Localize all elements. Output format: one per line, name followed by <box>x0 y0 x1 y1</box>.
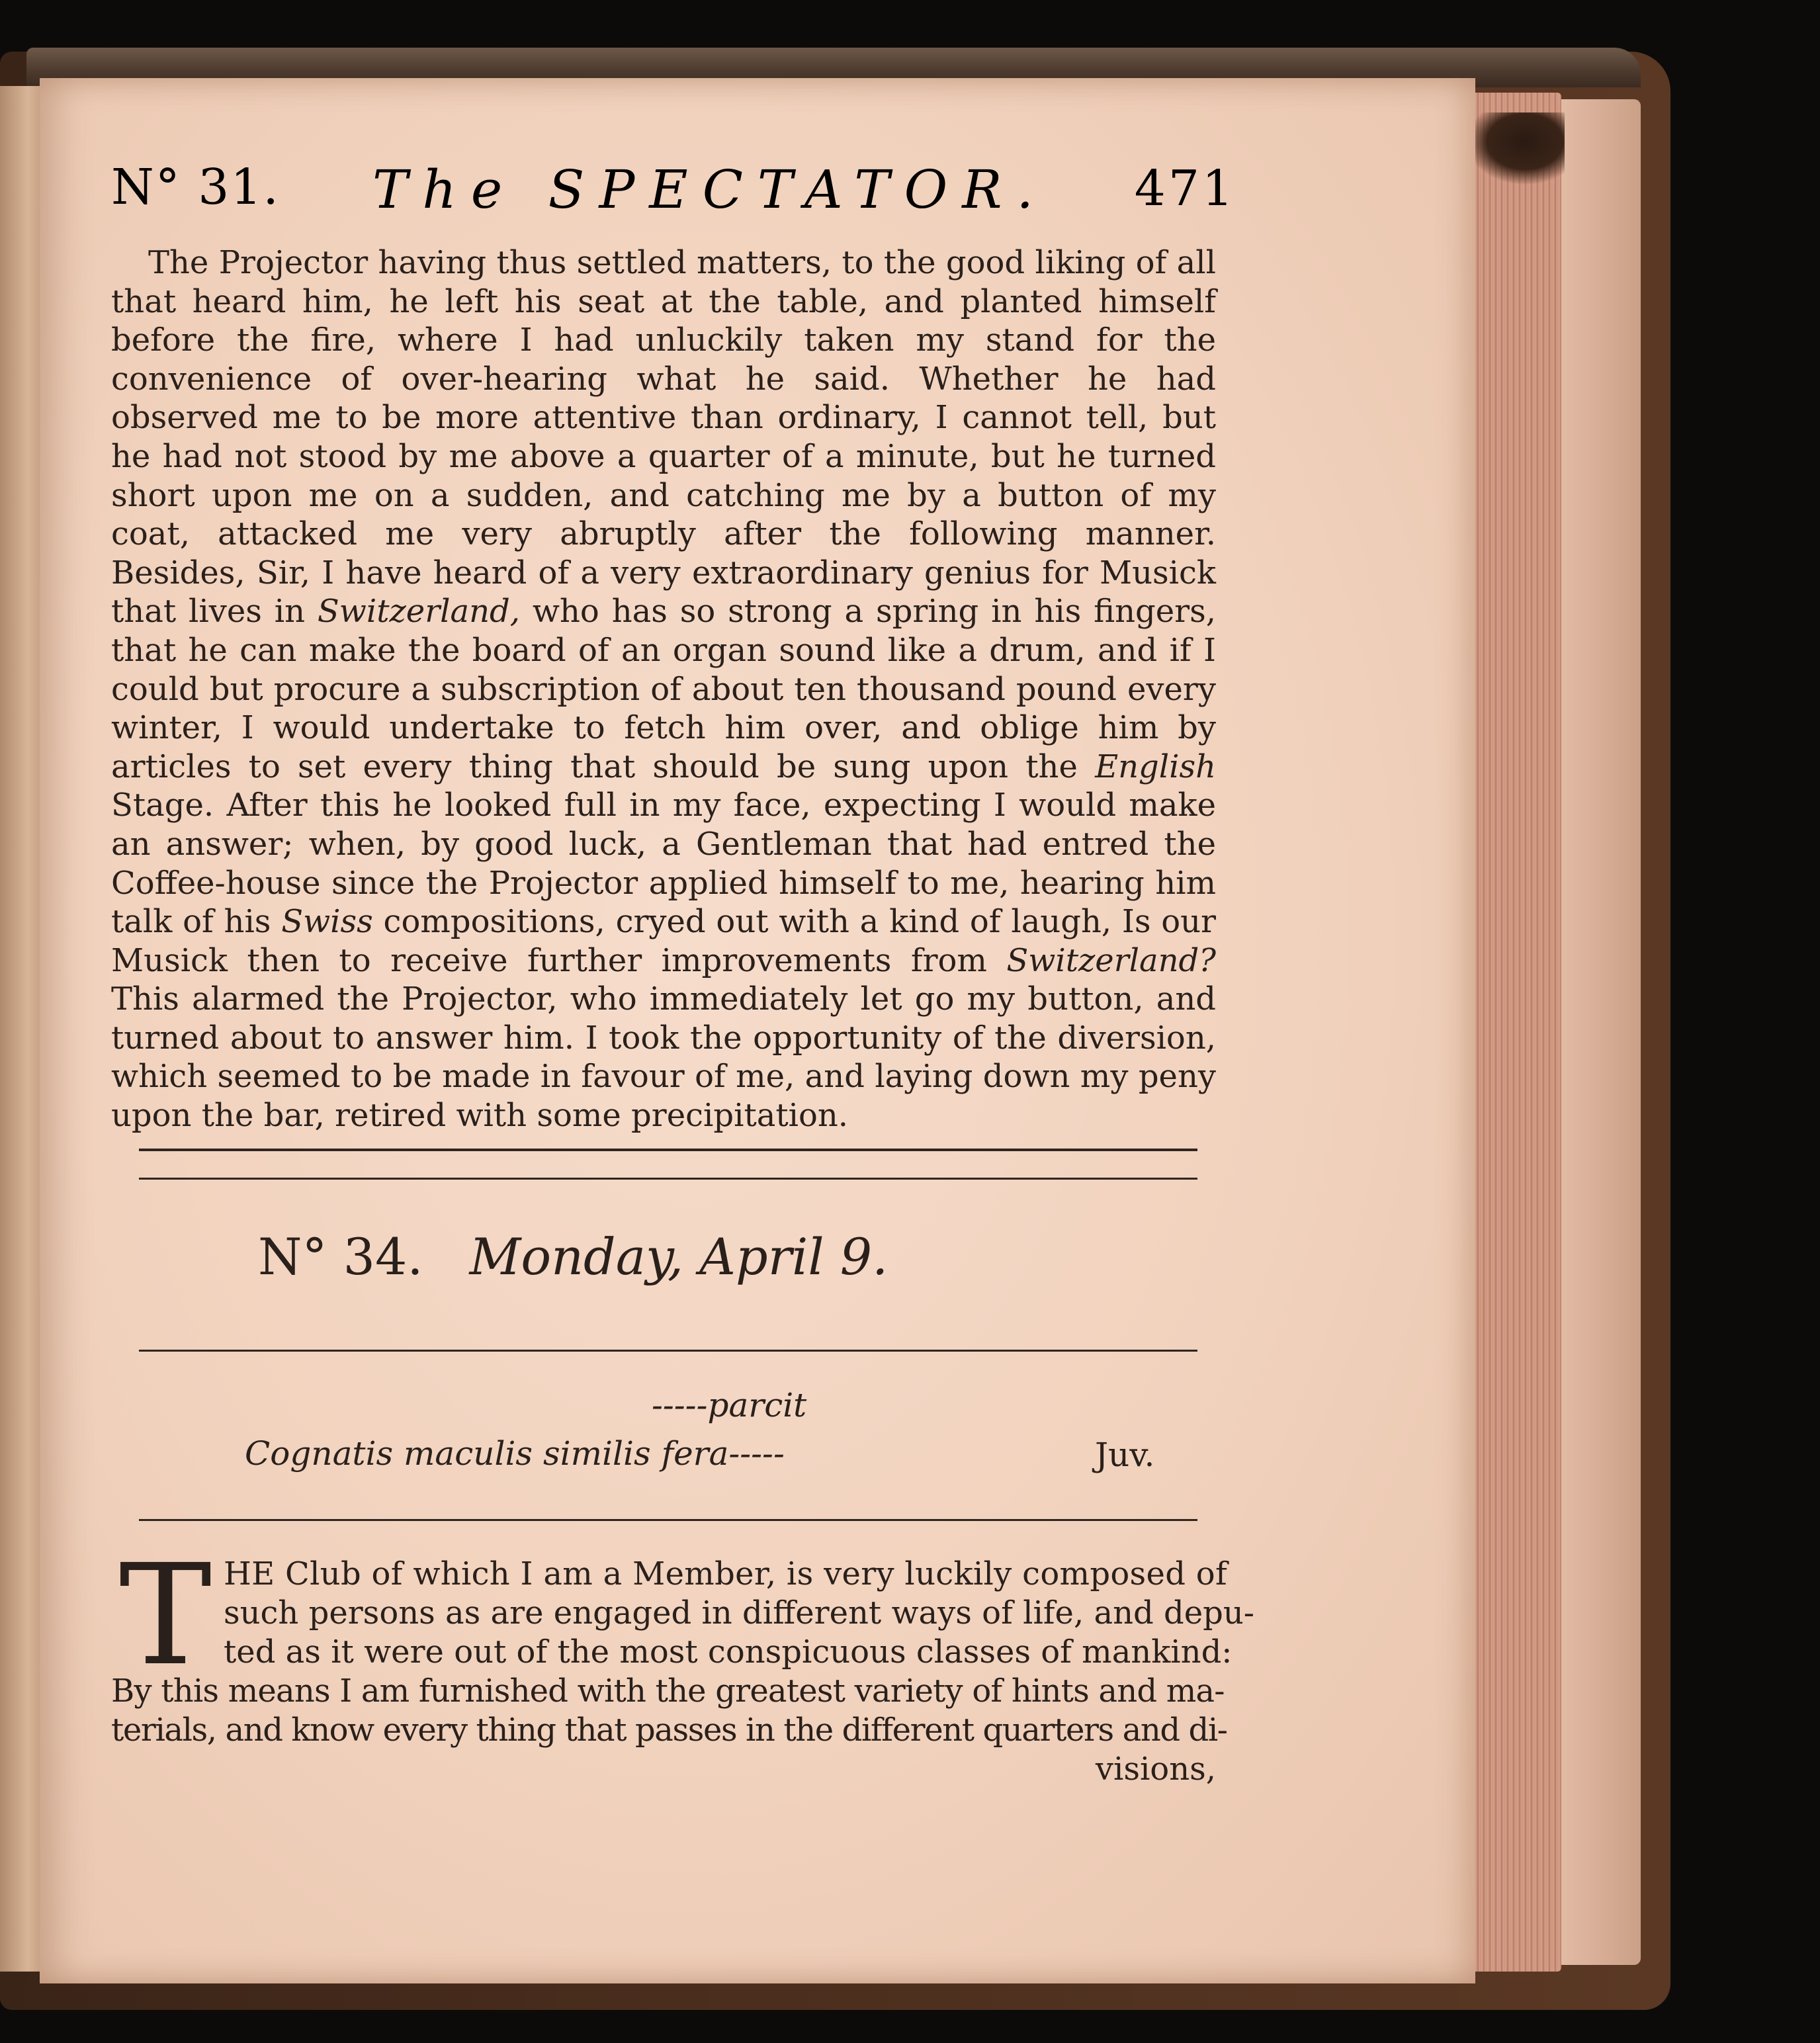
club-line-4: By this means I am furnished with the greatest variety of hints and ma- <box>111 1673 1225 1710</box>
club-line-5: terials, and know every thing that passes in the different quarters and di- <box>111 1712 1227 1749</box>
page-block-fore-edge <box>1462 93 1561 1972</box>
issue-date: Monday, April 9. <box>469 1227 888 1286</box>
paragraph-1-text-e: This alarmed the Projector, who immediately let go my button, and turned about to answer him. I took the opportunity of the diversion, which seemed to be made in favour of me, and laying down my peny upon the bar, retired with some precipitation. <box>111 980 1216 1135</box>
paragraph-projector <box>111 243 1216 1135</box>
facing-page-edge <box>0 86 40 1972</box>
club-line-2: such persons as are engaged in different ways of life, and depu- <box>224 1594 1254 1631</box>
section-rule-bottom <box>139 1519 1197 1521</box>
running-head-number: N° 31. <box>111 159 280 216</box>
running-head <box>111 159 1236 232</box>
issue-number: N° 34. <box>258 1227 423 1286</box>
paragraph-1-italic-english: English <box>1095 748 1216 785</box>
paragraph-1-text-c: Stage. After this he looked full in my face, expecting I would make an answer; when, by good luck, a Gentleman that had entred the Coffee-house since the Projector applied himself to me, hearing him talk of his <box>111 787 1216 941</box>
cover-fore-edge <box>1561 99 1641 1965</box>
ink-stain <box>1465 112 1565 185</box>
running-head-title: The SPECTATOR. <box>372 159 1048 220</box>
motto-line-1: -----parcit <box>652 1386 807 1424</box>
page-number: 471 <box>1134 160 1236 217</box>
motto-source: Juv. <box>1095 1436 1155 1474</box>
paragraph-1-italic-switzerland: Switzerland, <box>317 593 521 630</box>
section-rule-top <box>139 1149 1197 1151</box>
club-line-6: visions, <box>1095 1751 1216 1788</box>
paragraph-1-text-b: who has so strong a spring in his fingers, that he can make the board of an organ sound like a drum, and if I could but procure a subscription of about ten thousand pound every winter, I would undertake to fetch him over, and oblige him by articles to set every thing that should be sung upon the <box>111 593 1216 785</box>
section-rule-mid <box>139 1350 1197 1352</box>
section-rule-top-2 <box>139 1178 1197 1180</box>
drop-cap: T <box>119 1534 212 1696</box>
paragraph-club <box>111 1555 1254 1789</box>
paragraph-1-italic-swiss: Swiss <box>281 903 373 941</box>
motto-line-2: Cognatis maculis similis fera----- <box>245 1434 785 1473</box>
club-line-1: HE Club of which I am a Member, is very luckily composed of <box>224 1555 1228 1592</box>
issue-heading <box>258 1227 888 1286</box>
club-line-3: ted as it were out of the most conspicuous classes of mankind: <box>224 1633 1233 1671</box>
paragraph-1-italic-switzerland-2: Switzerland? <box>1006 941 1216 979</box>
paragraph-1-text-d: compositions, cryed out with a kind of laugh, Is our Musick then to receive further improvements from <box>111 903 1216 979</box>
paragraph-1-text-a: The Projector having thus settled matters, to the good liking of all that heard him, he left his seat at the table, and planted himself before the fire, where I had unluckily taken my stand for the convenience of over-hearing what he said. Whether he had observed me to be more attentive than ordinary, I cannot tell, but he had not stood by me above a quarter of a minute, but he turned short upon me on a sudden, and catching me by a button of my coat, attacked me very abruptly after the following manner. Besides, Sir, I have heard of a very extraordinary genius for Musick that lives in <box>111 244 1216 630</box>
